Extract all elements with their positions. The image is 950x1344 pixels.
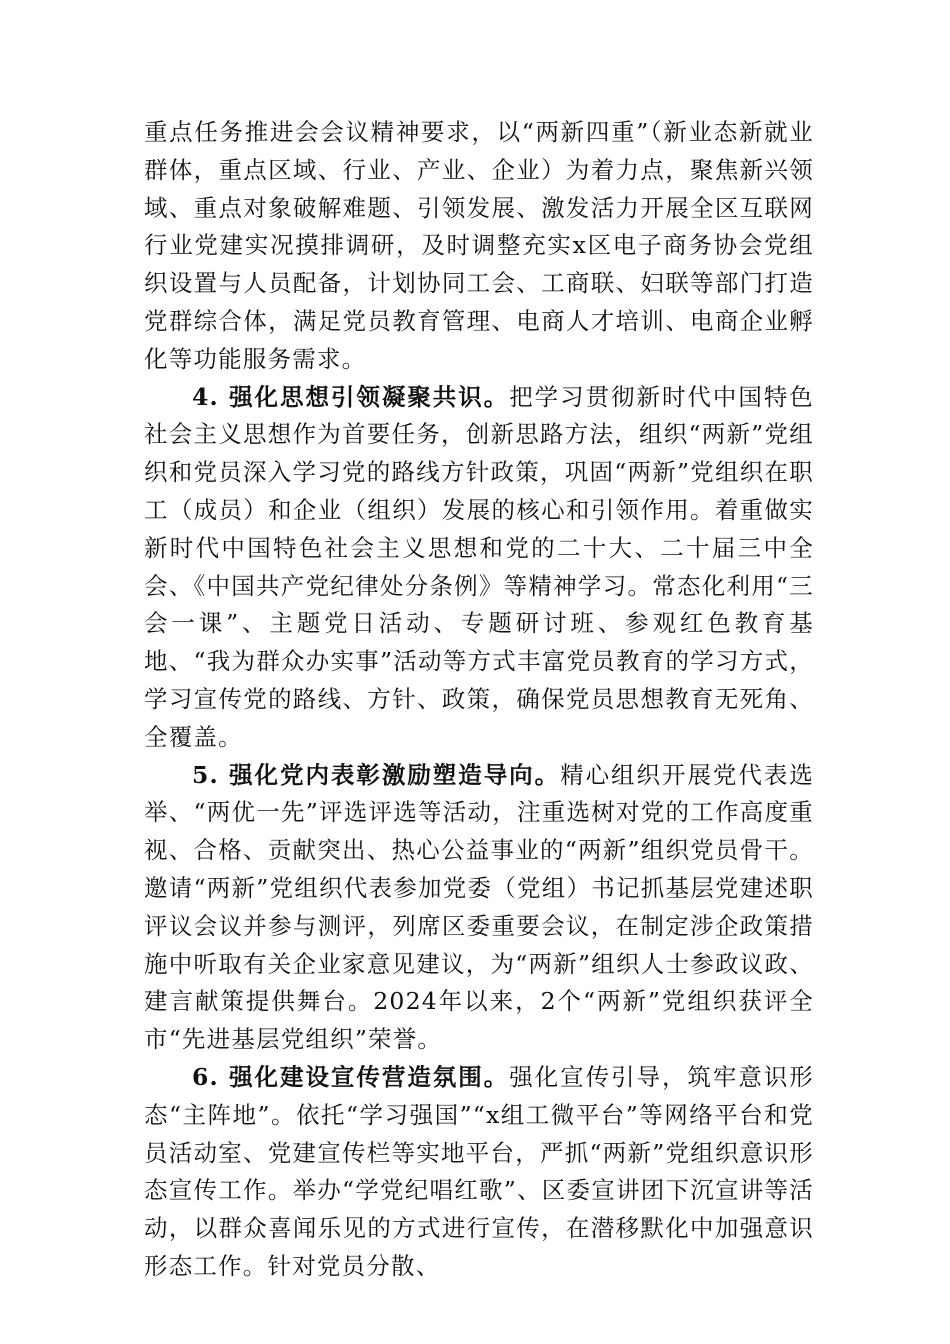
paragraph-item-6 (144, 1059, 814, 1286)
paragraph-heading: 6. 强化建设宣传营造氛围。 (192, 1062, 510, 1091)
paragraph-text: 精心组织开展党代表选举、“两优一先”评选评选等活动，注重选树对党的工作高度重视、合格、贡献突出、热心公益事业的“两新”组织党员骨干。邀请“两新”党组织代表参加党委（党组）书记抓基层党建述职评议会议并参与测评，列席区委重要会议，在制定涉企政策措施中听取有关企业家意见建议，为“两新”组织人士参政议政、建言献策提供舞台。2024年以来，2个“两新”党组织获评全市“先进基层党组织”荣誉。 (144, 760, 815, 1054)
paragraph-heading: 5. 强化党内表彰激励塑造导向。 (192, 760, 561, 789)
document-body (144, 114, 814, 1286)
paragraph-heading: 4. 强化思想引领凝聚共识。 (192, 382, 510, 411)
paragraph-continuation (144, 114, 814, 379)
paragraph-text: 重点任务推进会会议精神要求，以“两新四重”（新业态新就业群体，重点区域、行业、产业、企业）为着力点，聚焦新兴领域、重点对象破解难题、引领发展、激发活力开展全区互联网行业党建实况摸排调研，及时调整充实x区电子商务协会党组织设置与人员配备，计划协同工会、工商联、妇联等部门打造党群综合体，满足党员教育管理、电商人才培训、电商企业孵化等功能服务需求。 (144, 118, 814, 373)
paragraph-text: 强化宣传引导，筑牢意识形态“主阵地”。依托“学习强国”“x组工微平台”等网络平台和党员活动室、党建宣传栏等实地平台，严抓“两新”党组织意识形态宣传工作。举办“学党纪唱红歌”、区委宣讲团下沉宣讲等活动，以群众喜闻乐见的方式进行宣传，在潜移默化中加强意识形态工作。针对党员分散、 (144, 1062, 814, 1280)
paragraph-item-5 (144, 757, 814, 1059)
paragraph-item-4 (144, 379, 814, 757)
paragraph-text: 把学习贯彻新时代中国特色社会主义思想作为首要任务，创新思路方法，组织“两新”党组织和党员深入学习党的路线方针政策，巩固“两新”党组织在职工（成员）和企业（组织）发展的核心和引领作用。着重做实新时代中国特色社会主义思想和党的二十大、二十届三中全会、《中国共产党纪律处分条例》等精神学习。常态化利用“三会一课”、主题党日活动、专题研讨班、参观红色教育基地、“我为群众办实事”活动等方式丰富党员教育的学习方式，学习宣传党的路线、方针、政策，确保党员思想教育无死角、全覆盖。 (144, 382, 814, 751)
